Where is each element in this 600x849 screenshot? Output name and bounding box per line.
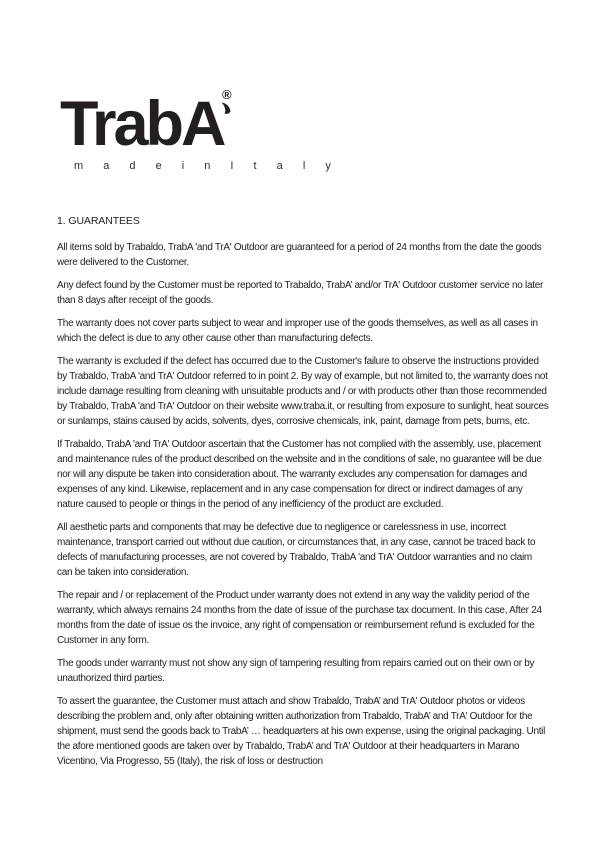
paragraph: The repair and / or replacement of the Product under warranty does not extend in any way the validity period of the warranty, which always remains 24 months from the date of issue of the purchase tax document. In this case, After 24 months from the date of issue os the invoice, any right of compensation or reimbursement refund is excluded for the Customer in any form. (57, 590, 542, 646)
section-heading: 1. GUARANTEES (57, 215, 140, 227)
brand-wordmark-row (60, 87, 232, 159)
registered-trademark-icon: ® (221, 87, 232, 102)
paragraph: Any defect found by the Customer must be reported to Trabaldo, TrabA’ and/or TrA' Outdoor customer service no later than 8 days after receipt of the goods. (57, 280, 544, 306)
paragraph: If Trabaldo, TrabA 'and TrA' Outdoor ascertain that the Customer has not complied with the assembly, use, placement and maintenance rules of the product described on the website and in the conditions of sale, no guarantee will be due nor will any dispute be taken into consideration about. The warranty excludes any compensation for damages and expenses of any kind. Likewise, replacement and in any case compensation for direct or indirect damages of any nature caused to people or things in the period of any inefficiency of the product are excluded. (57, 439, 542, 510)
paragraph: To assert the guarantee, the Customer must attach and show Trabaldo, TrabA’ and TrA' Outdoor photos or videos describing the problem and, only after obtaining written authorization from Trabaldo, TrabA’ and TrA' Outdoor for the shipment, must send the goods back to TrabA’ … headquarters at his own expense, using the original packaging. Until the afore mentioned goods are taken over by Trabaldo, TrabA’ and TrA' Outdoor at their headquarters in Marano Vicentino, Via Progresso, 55 (Italy), the risk of loss or destruction (57, 696, 546, 767)
brand-wordmark: TrabA (60, 89, 224, 159)
traba-logo (60, 87, 340, 172)
paragraph: The goods under warranty must not show any sign of tampering resulting from repairs carried out on their own or by unauthorized third parties. (57, 658, 535, 684)
paragraph: The warranty does not cover parts subject to wear and improper use of the goods themselves, as well as all cases in which the defect is due to any other cause other than manufacturing defects. (57, 318, 538, 344)
paragraph: All aesthetic parts and components that may be defective due to negligence or carelessness in use, incorrect maintenance, transport carried out without due caution, or circumstances that, in any case, cannot be traced back to defects of manufacturing processes, are not covered by Trabaldo, TrabA 'and TrA' Outdoor warranties and no claim can be taken into consideration. (57, 522, 536, 578)
document-content (57, 215, 549, 777)
paragraph: The warranty is excluded if the defect has occurred due to the Customer's failure to observe the instructions provided by Trabaldo, TrabA 'and TrA' Outdoor referred to in point 2. By way of example, but not limited to, the warranty does not include damage resulting from cleaning with unsuitable products and / or with products other than those recommended by Trabaldo, TrabA 'and TrA' Outdoor on their website www.traba.it, or resulting from exposure to sunlight, heat sources or sunlamps, stains caused by acids, solvents, dyes, corrosive chemicals, ink, paint, damage from pets, burns, etc. (57, 356, 549, 427)
logo-tagline: m a d e i n I t a l y (74, 160, 340, 172)
apostrophe-flourish-icon (220, 102, 231, 115)
paragraph: All items sold by Trabaldo, TrabA 'and TrA' Outdoor are guaranteed for a period of 24 months from the date the goods were delivered to the Customer. (57, 242, 542, 268)
